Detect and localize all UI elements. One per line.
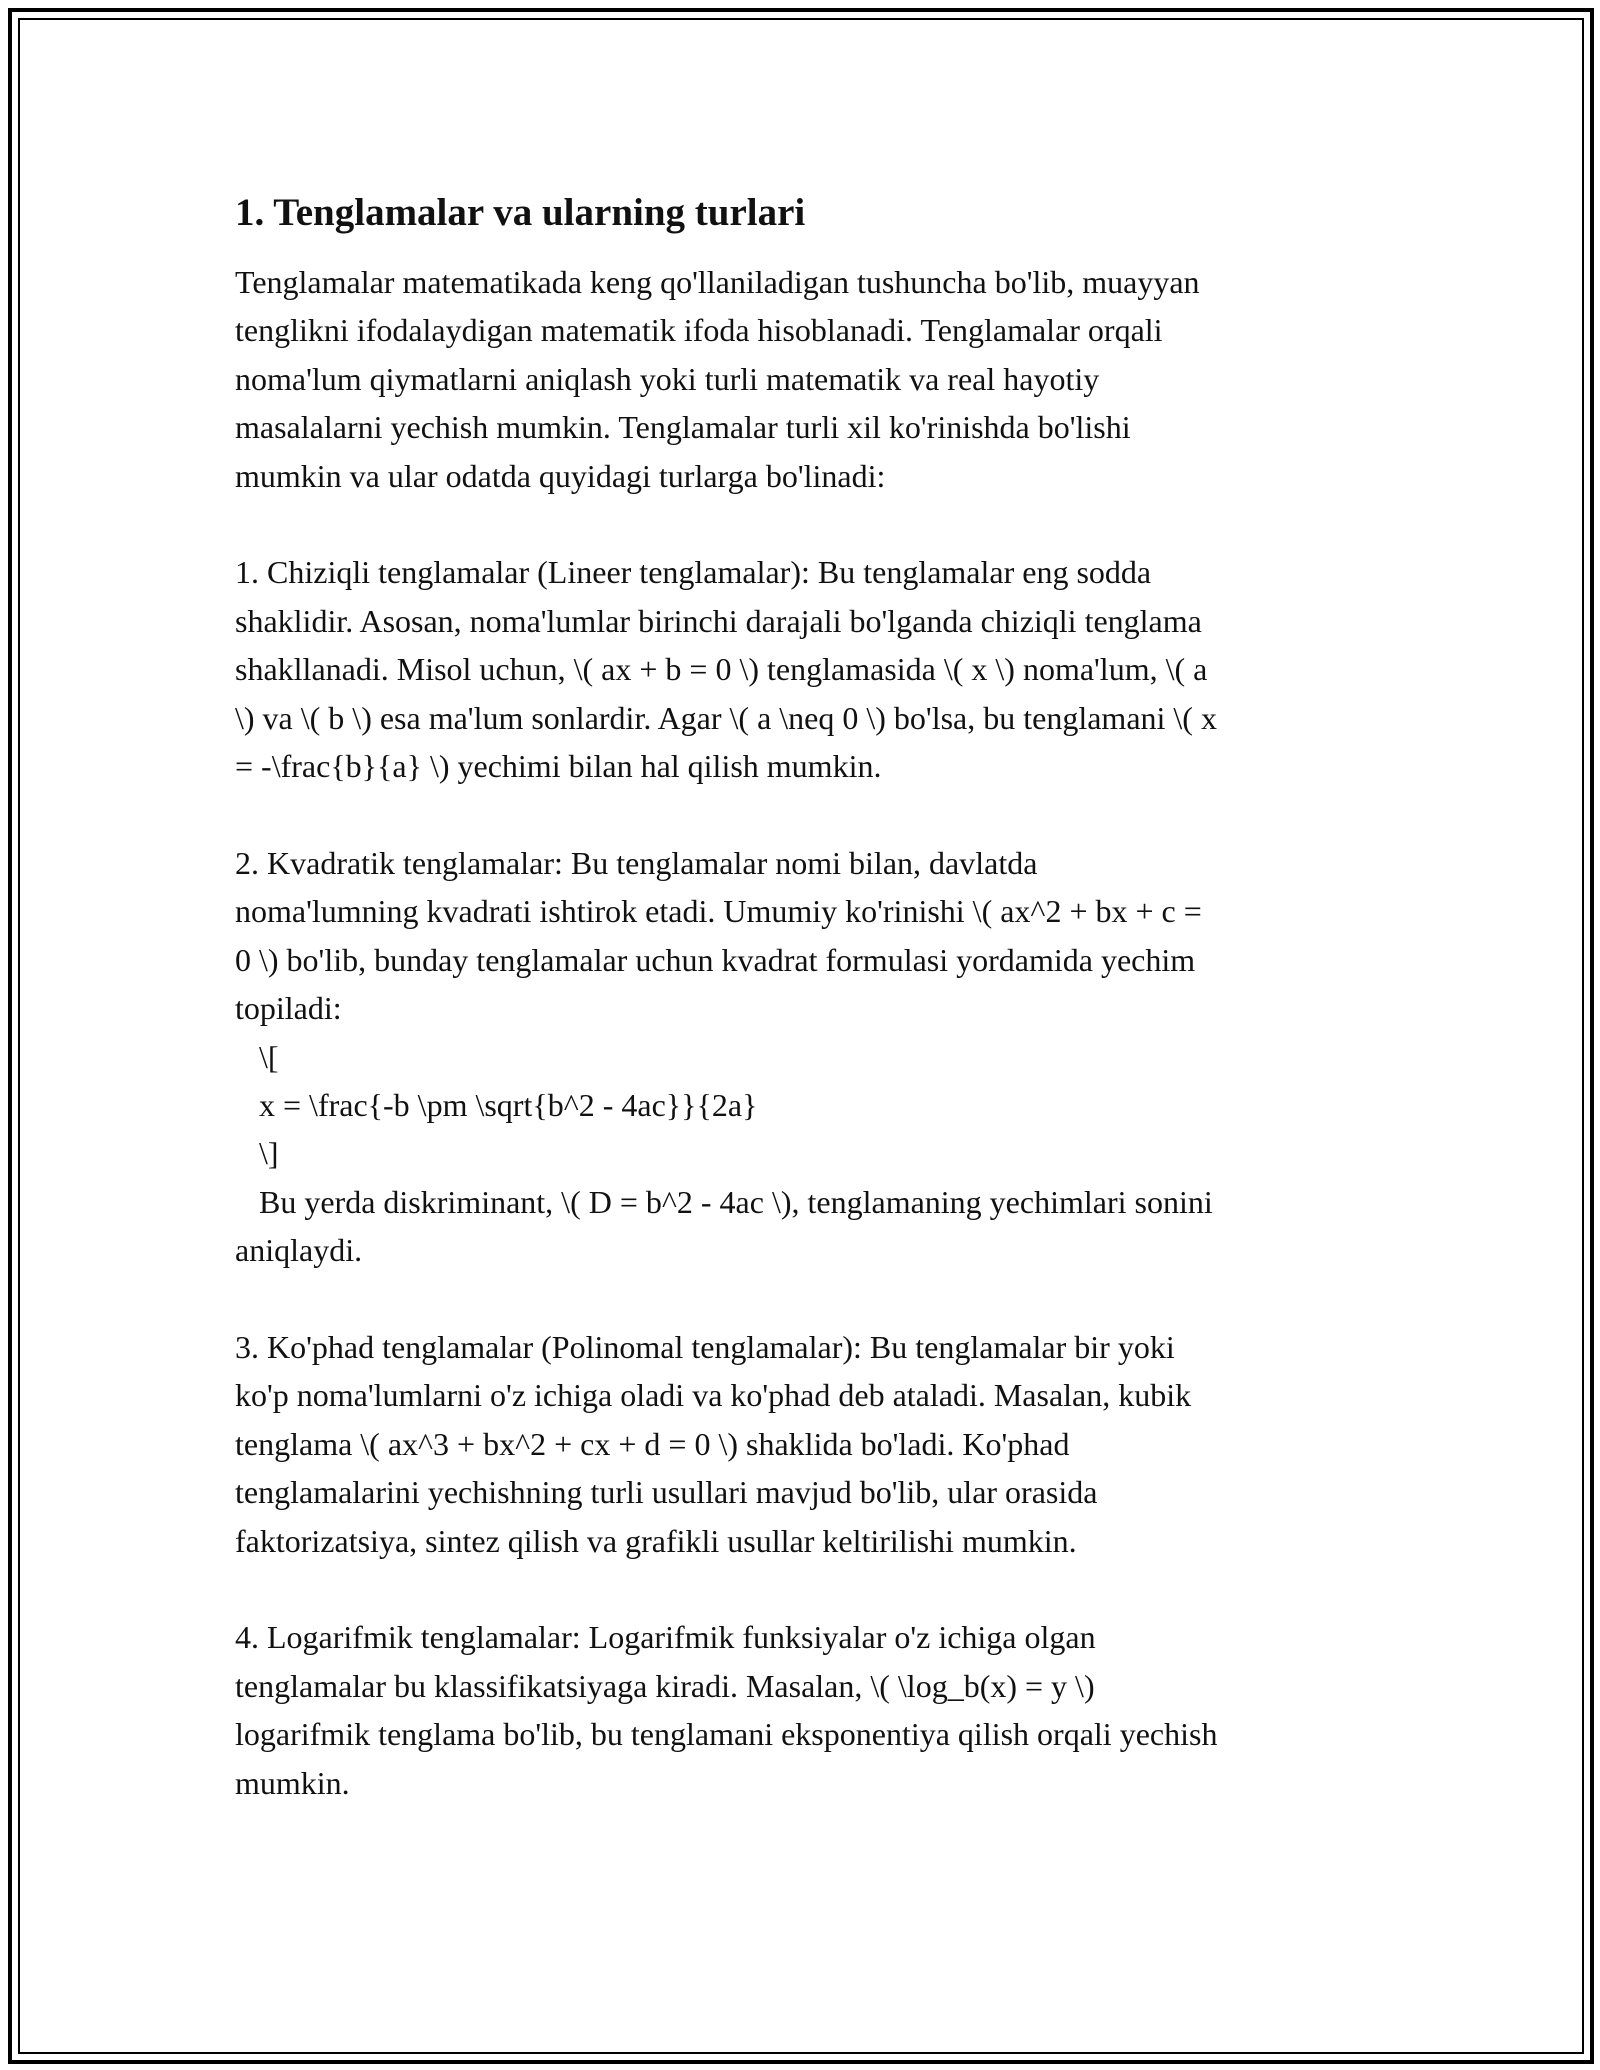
document-content	[235, 185, 1365, 1807]
body-text: Tenglamalar matematikada keng qo'llaniladigan tushuncha bo'lib, muayyan tenglikni ifodalaydigan matematik ifoda hisoblanadi. Tenglamalar orqali noma'lum qiymatlarni aniqlash yoki turli matematik va real hayotiy masalalarni yechish mumkin. Tenglamalar turli xil ko'rinishda bo'lishi mumkin va ular odatda quyidagi turlarga bo'linadi: 1. Chiziqli tenglamalar (Lineer tenglamalar): Bu tenglamalar eng sodda shaklidir. Asosan, noma'lumlar birinchi darajali bo'lganda chiziqli tenglama shakllanadi. Misol uchun, \( ax + b = 0 \) tenglamasida \( x \) noma'lum, \( a \) va \( b \) esa ma'lum sonlardir. Agar \( a \neq 0 \) bo'lsa, bu tenglamani \( x = -\frac{b}{a} \) yechimi bilan hal qilish mumkin. 2. Kvadratik tenglamalar: Bu tenglamalar nomi bilan, davlatda noma'lumning kvadrati ishtirok etadi. Umumiy ko'rinishi \( ax^2 + bx + c = 0 \) bo'lib, bunday tenglamalar uchun kvadrat formulasi yordamida yechim topiladi: \[ x = \frac{-b \pm \sqrt{b^2 - 4ac}}{2a} \] Bu yerda diskriminant, \( D = b^2 - 4ac \), tenglamaning yechimlari sonini aniqlaydi. 3. Ko'phad tenglamalar (Polinomal tenglamalar): Bu tenglamalar bir yoki ko'p noma'lumlarni o'z ichiga oladi va ko'phad deb ataladi. Masalan, kubik tenglama \( ax^3 + bx^2 + cx + d = 0 \) shaklida bo'ladi. Ko'phad tenglamalarini yechishning turli usullari mavjud bo'lib, ular orasida faktorizatsiya, sintez qilish va grafikli usullar keltirilishi mumkin. 4. Logarifmik tenglamalar: Logarifmik funksiyalar o'z ichiga olgan tenglamalar bu klassifikatsiyaga kiradi. Masalan, \( \log_b(x) = y \) logarifmik tenglama bo'lib, bu tenglamani eksponentiya qilish orqali yechish mumkin.	[235, 264, 1218, 1801]
section-heading: 1. Tenglamalar va ularning turlari	[235, 191, 806, 234]
